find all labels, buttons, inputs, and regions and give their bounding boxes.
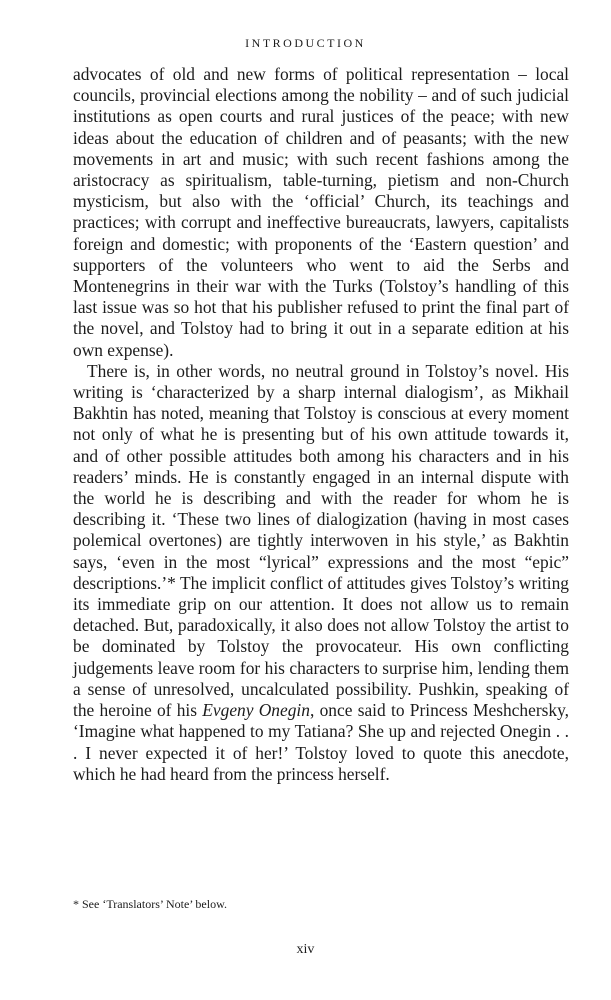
- paragraph-2-text-start: There is, in other words, no neutral ground in Tolstoy’s novel. His writing is ‘characterized by a sharp internal dialogism’, as Mikhail Bakhtin has noted, meaning that Tolstoy is conscious at every moment not only of what he is presenting but of his own attitude towards it, and of other possible attitudes both among his characters and in his readers’ minds. He is constantly engaged in an internal dispute with the world he is describing and with the reader for whom he is describing it. ‘These two lines of dialogization (having in most cases polemical overtones) are tightly interwoven in his style,’ as Bakhtin says, ‘even in the most “lyrical” expressions and the most “epic” descriptions.’* The implicit conflict of attitudes gives Tolstoy’s writing its immediate grip on our attention. It does not allow us to remain detached. But, paradoxically, it also does not allow Tolstoy the artist to be dominated by Tolstoy the provocateur. His own conflicting judgements leave room for his characters to surprise him, lending them a sense of unresolved, uncalculated possibility. Pushkin, speaking of the heroine of his: [73, 360, 569, 721]
- book-title-italic: Evgeny Onegin: [202, 700, 310, 721]
- paragraph-1: advocates of old and new forms of political representation – local councils, provincial elections among the nobility – and of such judicial institutions as open courts and rural justices of the peace; with new ideas about the education of children and of peasants; with the new movements in art and music; with such recent fashions among the aristocracy as spiritualism, table-turning, pietism and non-Church mysticism, but also with the ‘official’ Church, its teachings and practices; with corrupt and ineffective bureaucrats, lawyers, capitalists foreign and domestic; with proponents of the ‘Eastern question’ and supporters of the volunteers who went to aid the Serbs and Montenegrins in their war with the Turks (Tolstoy’s handling of this last issue was so hot that his publisher refused to print the final part of the novel, and Tolstoy had to bring it out in a separate edition at his own expense).: [73, 64, 569, 360]
- body-text: [73, 64, 569, 785]
- running-head: INTRODUCTION: [245, 36, 366, 50]
- page-number: xiv: [296, 942, 315, 957]
- paragraph-2-text-end: , once said to Princess Meshchersky, ‘Imagine what happened to my Tatiana? She up and rejected Onegin . . . I never expected it of her!’ Tolstoy loved to quote this anecdote, which he had heard from the princess herself.: [73, 700, 569, 784]
- paragraph-2: [73, 361, 569, 785]
- footnote: * See ‘Translators’ Note’ below.: [73, 897, 227, 911]
